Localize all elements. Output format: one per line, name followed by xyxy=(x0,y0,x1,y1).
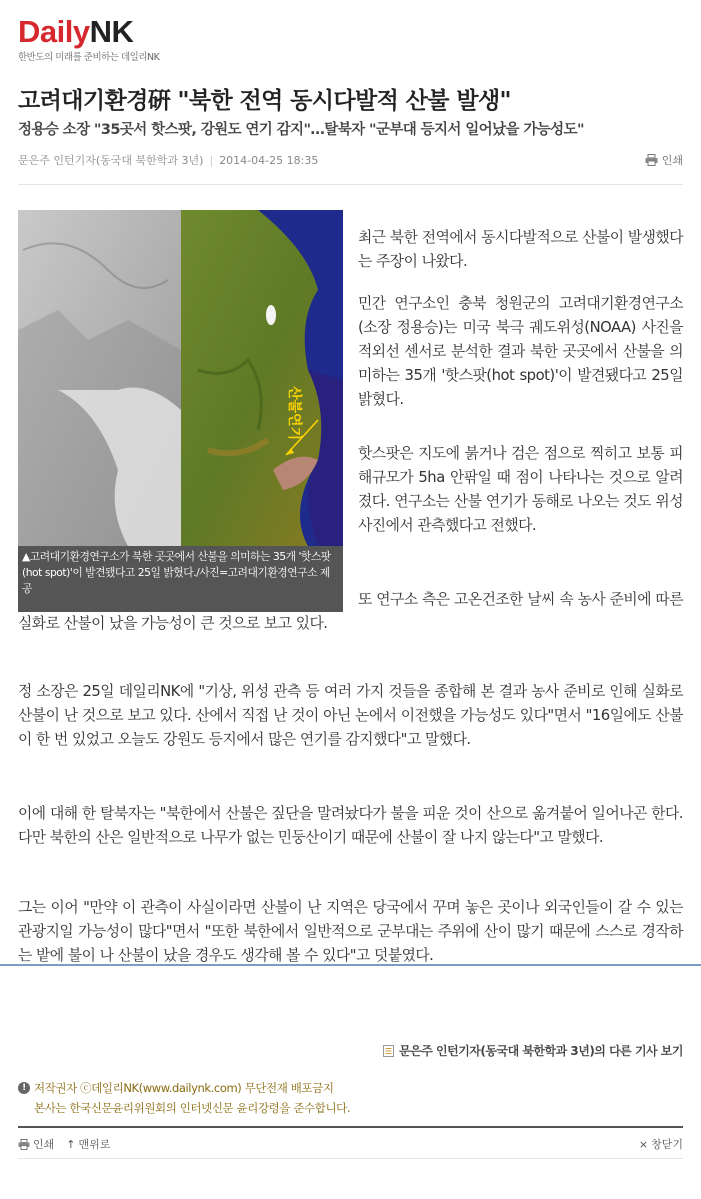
logo-tagline: 한반도의 미래를 준비하는 데일리NK xyxy=(18,52,160,63)
smoke-label-text: 산불연기 xyxy=(286,386,302,441)
logo-wordmark xyxy=(18,16,159,48)
close-window-label: 창닫기 xyxy=(651,1138,683,1151)
info-icon: ! xyxy=(18,1082,30,1094)
logo-brand-suffix: NK xyxy=(89,14,134,49)
paragraph-1: 최근 북한 전역에서 동시다발적으로 산불이 발생했다는 주장이 나왔다. xyxy=(358,229,683,270)
paragraph-7: 그는 이어 "만약 이 관측이 사실이라면 산불이 난 지역은 당국에서 꾸며 놓은 곳이나 외국인들이 갈 수 있는 관광지일 가능성이 많다"면서 "또한 북한에서 일반적으로 군부대는 주위에 산이 많기 때문에 스스로 경작하는 밭에 불이 나 산불이 났을 경우도 생각해 볼 수 있다"고 덧붙였다. xyxy=(18,899,683,964)
close-icon: × xyxy=(638,1137,649,1151)
window-fold-line xyxy=(0,964,701,966)
scroll-top-button[interactable] xyxy=(66,1136,110,1152)
print-button[interactable] xyxy=(645,152,683,168)
copyright-line-1: 저작권자 ⓒ데일리NK(www.dailynk.com) 무단전재 배포금지 xyxy=(34,1081,334,1095)
paragraph-4: 또 연구소 측은 고온건조한 날씨 속 농사 준비에 따른 실화로 산불이 났을 가능성이 큰 것으로 보고 있다. xyxy=(18,591,683,632)
satellite-image xyxy=(18,210,343,546)
photo-caption: ▲고려대기환경연구소가 북한 곳곳에서 산불을 의미하는 35개 '핫스팟(hot spot)'이 발견됐다고 25일 밝혔다./사진=고려대기환경연구소 제공 xyxy=(18,546,343,612)
smoke-label xyxy=(286,386,303,440)
paragraph-2: 민간 연구소인 충북 청원군의 고려대기환경연구소(소장 정용승)는 미국 북극 궤도위성(NOAA) 사진을 적외선 센서로 분석한 결과 북한 곳곳에서 산불을 의미하는 35개 '핫스팟(hot spot)'이 발견됐다고 25일 밝혔다. xyxy=(358,295,683,408)
arrow-up-icon: ↑ xyxy=(66,1137,76,1151)
paragraph-6: 이에 대해 한 탈북자는 "북한에서 산불은 짚단을 말려놨다가 불을 피운 것이 산으로 옮겨붙어 일어나곤 한다. 다만 북한의 산은 일반적으로 나무가 없는 민둥산이기 때문에 산불이 잘 나지 않는다"고 말했다. xyxy=(18,805,683,846)
copyright-notice xyxy=(18,1078,350,1118)
meta-separator: | xyxy=(209,154,214,167)
other-articles-label: 문은주 인턴기자(동국대 북한학과 3년)의 다른 기사 보기 xyxy=(399,1044,683,1058)
footer-print-label: 인쇄 xyxy=(33,1138,55,1151)
paragraph-3: 핫스팟은 지도에 붉거나 검은 점으로 찍히고 보통 피해규모가 5ha 안팎일 때 점이 나타나는 것으로 알려졌다. 연구소는 산불 연기가 동해로 나오는 것도 위성사진에서 관측했다고 전했다. xyxy=(358,445,683,534)
footer-print-button[interactable] xyxy=(18,1136,54,1152)
footer-toolbar xyxy=(18,1136,683,1152)
author-name: 문은주 인턴기자(동국대 북한학과 3년) xyxy=(18,154,204,167)
header-divider xyxy=(18,184,683,185)
article-meta xyxy=(18,152,318,168)
article-subheadline: 정용승 소장 "35곳서 핫스팟, 강원도 연기 감지"…탈북자 "군부대 등지서 일어났을 가능성도" xyxy=(18,122,584,138)
printer-icon xyxy=(18,1139,30,1150)
print-label: 인쇄 xyxy=(661,154,683,167)
footer-divider xyxy=(18,1126,683,1128)
other-articles-link[interactable] xyxy=(383,1042,683,1059)
satellite-photo xyxy=(18,210,343,612)
footer-end-divider xyxy=(18,1158,683,1159)
close-window-button[interactable] xyxy=(639,1136,683,1152)
publish-date: 2014-04-25 18:35 xyxy=(219,154,319,167)
copyright-line-2: 본사는 한국신문윤리위원회의 인터넷신문 윤리강령을 준수합니다. xyxy=(34,1101,351,1115)
site-logo[interactable] xyxy=(18,16,159,63)
paragraph-5: 정 소장은 25일 데일리NK에 "기상, 위성 관측 등 여러 가지 것들을 종합해 본 결과 농사 준비로 인해 실화로 산불이 난 것으로 보고 있다. 산에서 직접 난 것이 아닌 논에서 이전했을 가능성도 있다"면서 "16일에도 산불이 한 번 있었고 오늘도 강원도 등지에서 많은 연기를 감지했다"고 말했다. xyxy=(18,683,683,748)
scroll-top-label: 맨위로 xyxy=(78,1138,111,1151)
article-headline: 고려대기환경硏 "북한 전역 동시다발적 산불 발생" xyxy=(18,88,511,114)
logo-brand-prefix: Daily xyxy=(18,14,90,49)
document-icon xyxy=(383,1045,394,1057)
printer-icon xyxy=(645,154,658,166)
